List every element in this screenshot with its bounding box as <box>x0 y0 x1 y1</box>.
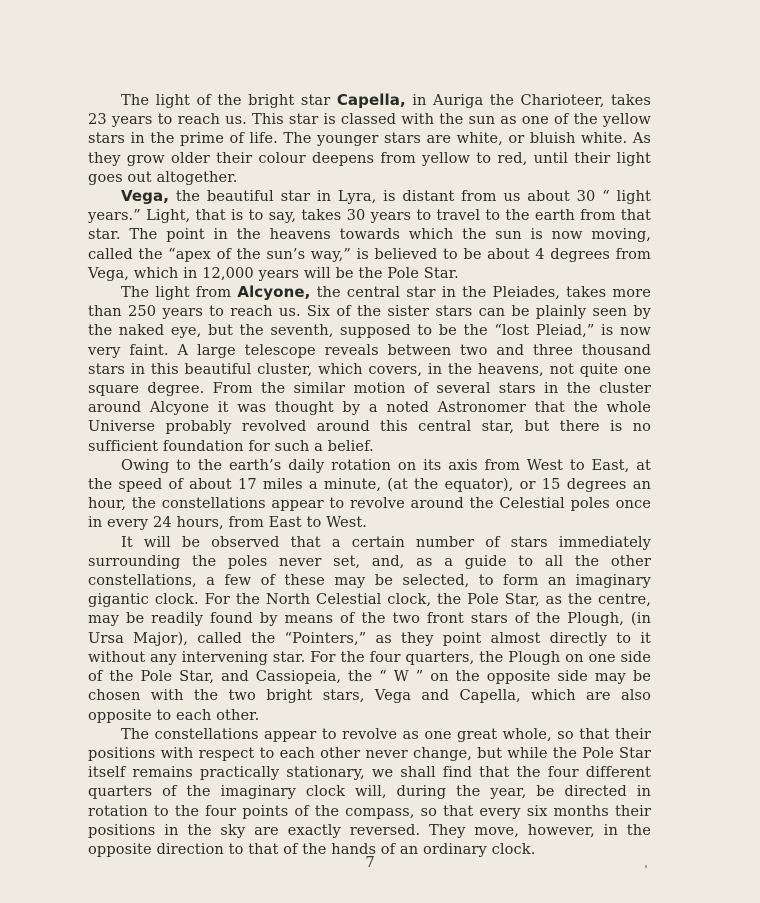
paragraph-celestial-clock <box>88 533 651 725</box>
paragraph-constellations <box>88 725 651 859</box>
paragraph-text: The light of the bright star <box>121 92 337 109</box>
paragraph-text: The light from <box>121 284 238 302</box>
paragraph-text: the central star in the Pleiades, takes more than 250 years to reach us. Six of the sister stars can be plainly seen by the naked eye, but the seventh, supposed to be the “lost Pleiad,” is now very faint. A large telescope reveals between two and three thousand stars in this beautiful cluster, which covers, in the heavens, not quite one square degree. From the similar motion of several stars in the cluster around Alcyone it was thought by a noted Astronomer that the whole Universe probably revolved around this central star, but there is no sufficient foundation for such a belief. <box>88 284 651 455</box>
paragraph-text: the beautiful star in Lyra, is distant from us about 30 “ light years.” Light, that is to say, takes 30 years to travel to the earth from that star. The point in the heavens towards which the sun is now moving, called the “apex of the sun’s way,” is believed to be about 4 degrees from Vega, which in 12,000 years will be the Pole Star. <box>88 188 651 282</box>
bold-term-vega: Vega, <box>121 187 170 206</box>
paragraph-rotation <box>88 456 651 533</box>
paragraph-capella <box>88 91 651 187</box>
bold-term-capella: Capella, <box>336 91 406 109</box>
page-number: 7 <box>365 853 375 871</box>
paper-speck <box>645 865 647 868</box>
paragraph-text: in Auriga the Charioteer, takes 23 years to reach us. This star is classed with the sun as one of the yellow stars in the prime of life. The younger stars are white, or bluish white. As they grow older their colour deepens from yellow to red, until their light goes out altogether. <box>88 92 652 186</box>
paragraph-text: It will be observed that a certain number of stars immediately surrounding the poles never set, and, as a guide to all the other constellations, a few of these may be selected, to form an imaginary gigantic clock. For the North Celestial clock, the Pole Star, as the centre, may be readily found by means of the two front stars of the Plough, (in Ursa Major), called the “Pointers,” as they point almost directly to it without any intervening star. For the four quarters, the Plough on one side of the Pole Star, and Cassiopeia, the “ W ” on the opposite side may be chosen with the two bright stars, Vega and Capella, which are also opposite to each other. <box>88 533 651 724</box>
page-body <box>88 91 651 859</box>
paragraph-text: Owing to the earth’s daily rotation on its axis from West to East, at the speed of about 17 miles a minute, (at the equator), or 15 degrees an hour, the constellations appear to revolve around the Celestial poles once in every 24 hours, from East to West. <box>88 456 651 532</box>
paragraph-alcyone <box>88 283 651 456</box>
paragraph-text: The constellations appear to revolve as one great whole, so that their positions with respect to each other never change, but while the Pole Star itself remains practically stationary, we shall find that the four different quarters of the imaginary clock will, during the year, be directed in rotation to the four points of the compass, so that every six months their positions in the sky are exactly reversed. They move, however, in the opposite direction to that of the hands of an ordinary clock. <box>88 725 651 858</box>
paragraph-vega <box>88 187 651 283</box>
bold-term-alcyone: Alcyone, <box>237 283 311 302</box>
